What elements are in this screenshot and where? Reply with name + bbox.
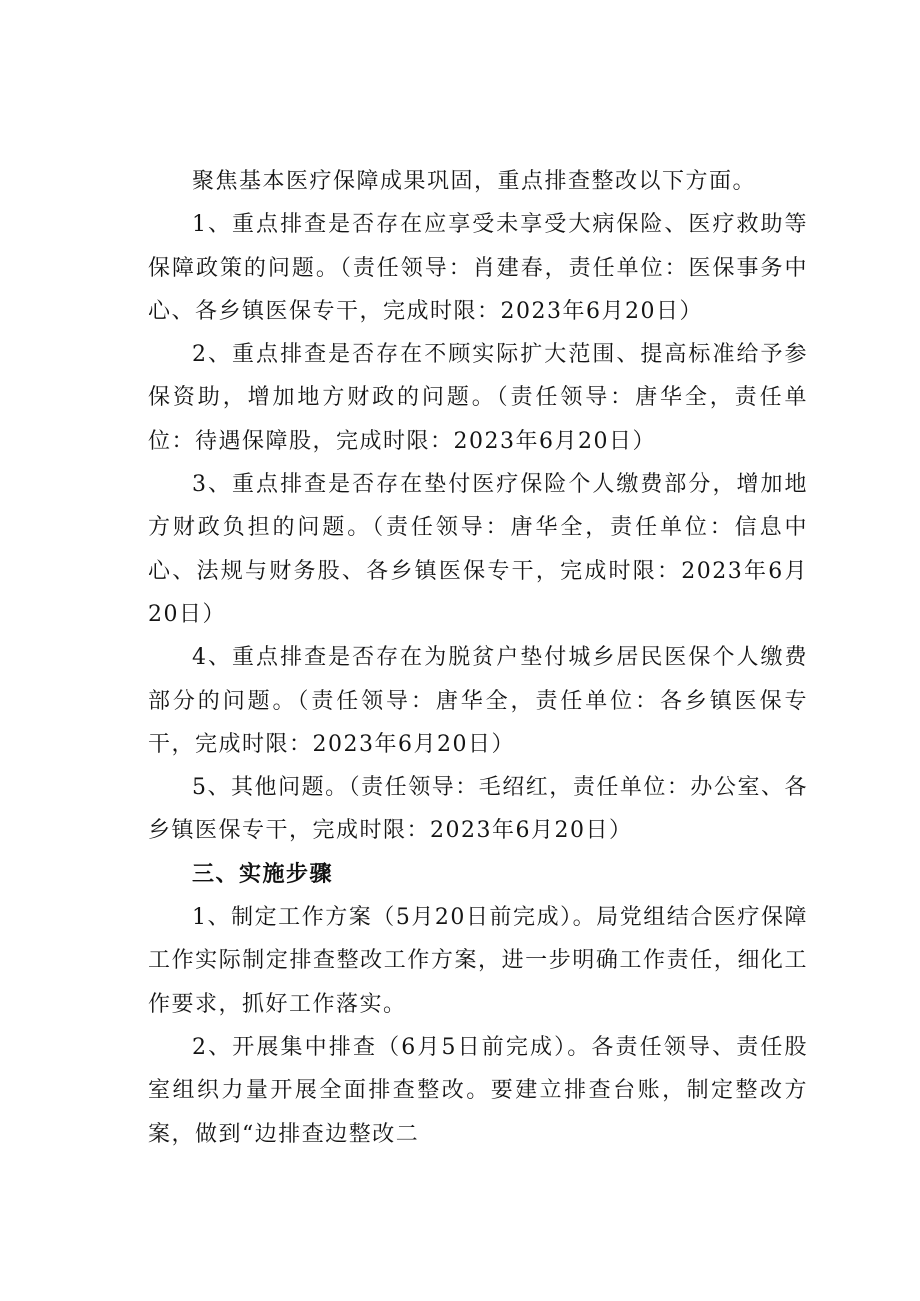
document-body — [148, 160, 808, 1156]
item-paragraph-4: 4、重点排查是否存在为脱贫户垫付城乡居民医保个人缴费部分的问题。（责任领导：唐华全，责任单位：各乡镇医保专干，完成时限：2023年6月20日） — [148, 645, 808, 757]
section-heading: 三、实施步骤 — [192, 861, 334, 887]
step-paragraph-2: 2、开展集中排查（6月5日前完成）。各责任领导、责任股室组织力量开展全面排查整改。要建立排查台账，制定整改方案，做到“边排查边整改二 — [148, 1034, 808, 1147]
item-paragraph-3: 3、重点排查是否存在垫付医疗保险个人缴费部分，增加地方财政负担的问题。（责任领导：唐华全，责任单位：信息中心、法规与财务股、各乡镇医保专干，完成时限：2023年6月20日） — [148, 472, 808, 627]
step-paragraph-1: 1、制定工作方案（5月20日前完成）。局党组结合医疗保障工作实际制定排查整改工作方案，进一步明确工作责任，细化工作要求，抓好工作落实。 — [148, 905, 808, 1017]
item-paragraph-1: 1、重点排查是否存在应享受未享受大病保险、医疗救助等保障政策的问题。（责任领导：肖建春，责任单位：医保事务中心、各乡镇医保专干，完成时限：2023年6月20日） — [148, 212, 808, 324]
item-paragraph-2: 2、重点排查是否存在不顾实际扩大范围、提高标准给予参保资助，增加地方财政的问题。（责任领导：唐华全，责任单位：待遇保障股，完成时限：2023年6月20日） — [148, 342, 808, 454]
item-paragraph-5: 5、其他问题。（责任领导：毛绍红，责任单位：办公室、各乡镇医保专干，完成时限：2023年6月20日） — [148, 775, 808, 844]
intro-paragraph: 聚焦基本医疗保障成果巩固，重点排查整改以下方面。 — [192, 169, 757, 194]
